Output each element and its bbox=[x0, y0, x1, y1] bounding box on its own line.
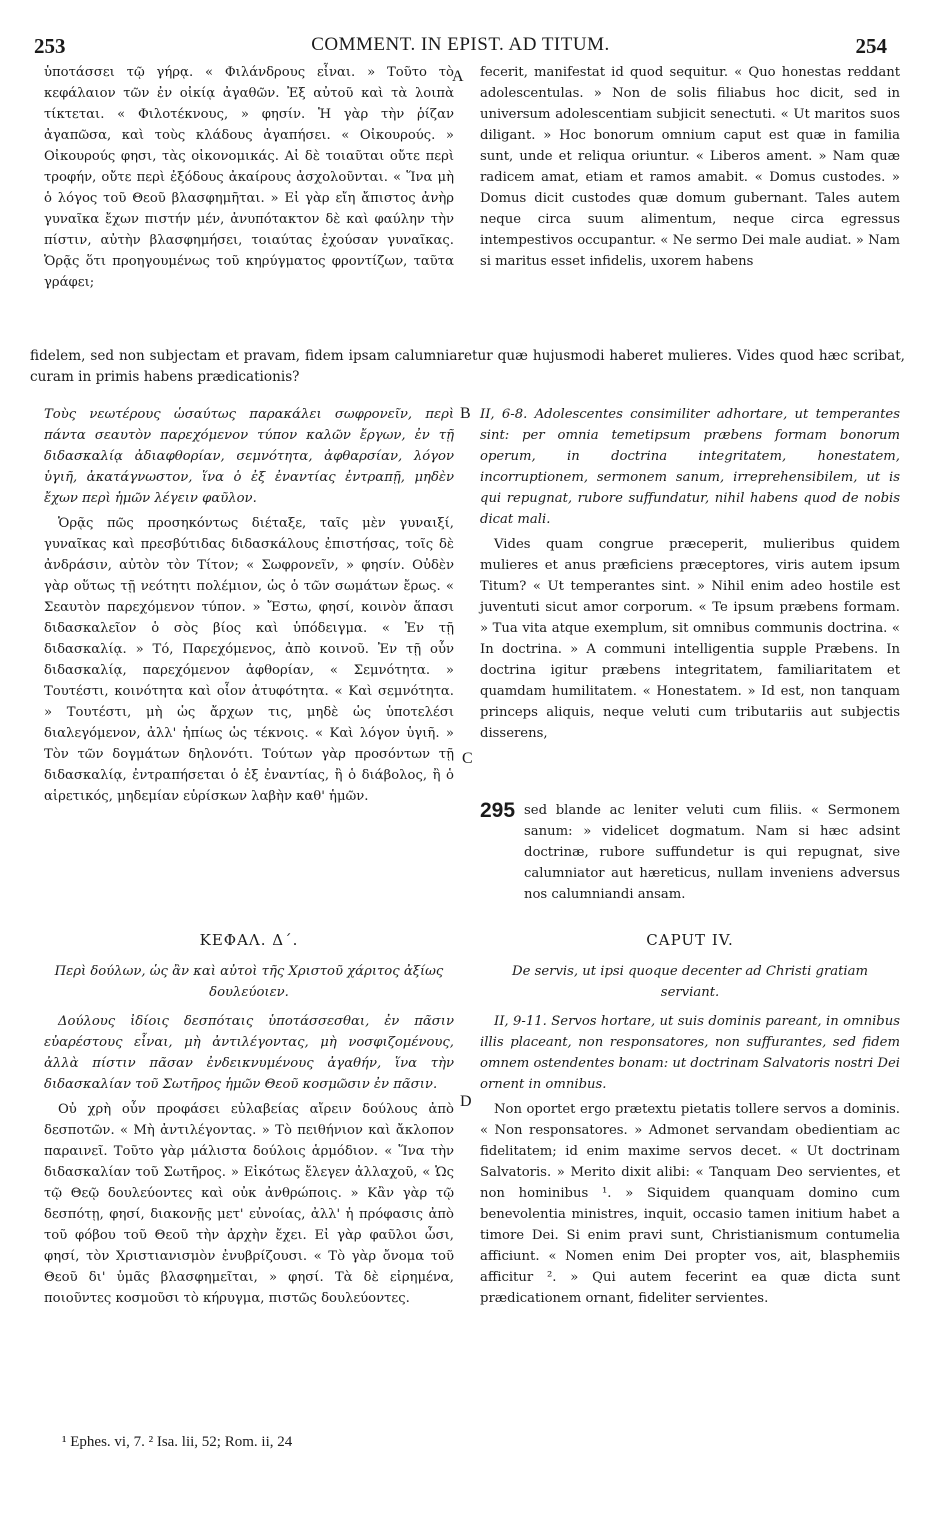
greek-column-block2 bbox=[44, 404, 454, 807]
greek-verse-ii-9-11: Δούλους ἰδίοις δεσπόταις ὑποτάσσεσθαι, ἐν πᾶσιν εὐαρέστους εἶναι, μὴ ἀντιλέγοντας, μὴ νοσφιζομένους, ἀλλὰ πίστιν πᾶσαν ἐνδεικνυμένους ἀγαθήν, ἵνα τὴν διδασκαλίαν τοῦ Σωτῆρος ἡμῶν Θεοῦ κοσμῶσιν ἐν πᾶσιν. bbox=[44, 1014, 454, 1092]
margin-marker-d: D bbox=[460, 1093, 472, 1110]
latin-column-block2-cont bbox=[524, 800, 900, 905]
right-page-number: 254 bbox=[855, 34, 887, 58]
latin-chapter-heading: CAPUT IV. bbox=[646, 931, 734, 949]
running-title: COMMENT. IN EPIST. AD TITUM. bbox=[311, 34, 610, 55]
greek-chapter-title: Περὶ δούλων, ὡς ἂν καὶ αὐτοὶ τῆς Χριστοῦ χάριτος ἀξίως δουλεύοιεν. bbox=[54, 964, 444, 1000]
column-number: 295 bbox=[480, 799, 516, 822]
greek-verse-ii-6-8: Τοὺς νεωτέρους ὡσαύτως παρακάλει σωφρονεῖν, περὶ πάντα σεαυτὸν παρεχόμενον τύπον καλῶν ἔργων, ἐν τῇ διδασκαλίᾳ ἀδιαφθορίαν, σεμνότητα, ἀφθαρσίαν, λόγον ὑγιῆ, ἀκατάγνωστον, ἵνα ὁ ἐξ ἐναντίας ἐντραπῇ, μηδὲν ἔχων περὶ ἡμῶν λέγειν φαῦλον. bbox=[44, 407, 454, 506]
latin-text-block1: fecerit, manifestat id quod sequitur. « Quo honestas reddant adolescentulas. » Non de solis filiabus hoc dicit, sed in universum adolescentiam subjicit senectuti. « Ut maritos suos diligant. » Hoc bonorum omnium caput est quæ in familia sunt, unde et reliqua oriuntur. « Liberos ament. » Nam quæ radicem amat, etiam et ramos amabit. « Domus custodes. » Domus dicit custodes quæ domum gubernant. Tales autem neque circa suum alimentum, neque circa egressus intempestivos occupantur. « Ne sermo Dei male audiat. » Nam si maritus esset infidelis, uxorem habens bbox=[480, 65, 900, 269]
spanning-paragraph: fidelem, sed non subjectam et pravam, fidem ipsam calumniaretur quæ hujusmodi haberet mulieres. Vides quod hæc scribat, curam in primis habens prædicationis? bbox=[30, 348, 905, 385]
latin-column-block2 bbox=[480, 404, 900, 744]
greek-chapter-heading: ΚΕΦΑΛ. Δ΄. bbox=[199, 931, 299, 949]
margin-marker-b: B bbox=[460, 405, 471, 422]
latin-commentary-block2-cont: sed blande ac leniter veluti cum filiis. « Sermonem sanum: » videlicet dogmatum. Nam si hæc adsint doctrinæ, rubore suffundetur is qui repugnat, sive calumniator aut hæreticus, nullam inveniens adversus nos calumniandi ansam. bbox=[524, 803, 900, 902]
greek-column-block1 bbox=[44, 62, 454, 293]
greek-commentary-chapter: Οὐ χρὴ οὖν προφάσει εὐλαβείας αἴρειν δούλους ἀπὸ δεσποτῶν. « Μὴ ἀντιλέγοντας. » Τὸ πειθήνιον καὶ ἄκλοπον παραινεῖ. Τοῦτο γὰρ μάλιστα δούλοις ἁρμόδιον. « Ἵνα τὴν διδασκαλίαν τοῦ Σωτῆρος. » Εἰκότως ἔλεγεν ἀλλαχοῦ, « Ὡς τῷ Θεῷ δουλεύοντες καὶ οὐκ ἀνθρώποις. » Κἂν γὰρ τῷ δεσπότῃ, φησί, διακονῇς μετ' εὐνοίας, ἀλλ' ἡ πρόφασις ἀπὸ τοῦ φόβου τοῦ Θεοῦ τὴν ἀρχὴν ἔχει. Εἰ γὰρ φαῦλοι ὦσι, φησί, τὸν Χριστιανισμὸν ἐνυβρίζουσι. « Τὸ γὰρ ὄνομα τοῦ Θεοῦ δι' ὑμᾶς βλασφημεῖται, » φησί. Τὰ δὲ εἰρημένα, ποιοῦντες κοσμοῦσι τὸ κήρυγμα, πιστῶς δουλεύοντες. bbox=[44, 1102, 454, 1306]
latin-commentary-block2: Vides quam congrue præceperit, mulieribus quidem mulieres et anus præficiens præceptores, viris autem ipsum Titum? « Ut temperantes sint. » Nihil enim adeo hostile est juventuti sicut amor corporum. « Te ipsum præbens formam. » Tua vita atque exemplum, sit omnibus communis doctrina. « In doctrina. » A communi intelligentia supple Præbens. In doctrina igitur præbens integritatem, familiaritatem et quamdam humilitatem. « Honestatem. » Id est, non tanquam princeps aliquis, neque veluti cum tributariis aut subjectis disserens, bbox=[480, 537, 900, 741]
latin-column-chapter bbox=[480, 930, 900, 1309]
margin-marker-c: C bbox=[462, 750, 473, 767]
greek-commentary-block2: Ὁρᾷς πῶς προσηκόντως διέταξε, ταῖς μὲν γυναιξί, γυναῖκας καὶ πρεσβύτιδας διδασκάλους ἐπιστήσας, τοῖς δὲ ἀνδράσιν, αὐτὸν τὸν Τίτον; « Σωφρονεῖν, » φησίν. Οὐδὲν γὰρ οὕτως τῇ νεότητι πολέμιον, ὡς ὁ τῶν σωμάτων ἔρως. « Σεαυτὸν παρεχόμενον τύπον. » Ἔστω, φησί, κοινὸν ἅπασι διδασκαλεῖον ὁ σὸς βίος καὶ ὑπόδειγμα. « Ἐν τῇ διδασκαλίᾳ. » Τό, Παρεχόμενος, ἀπὸ κοινοῦ. Ἐν τῇ οὖν διδασκαλίᾳ, παρεχόμενον ἀφθορίαν, « Σεμνότητα. » Τουτέστι, κοινότητα καὶ οἷον ἀτυφότητα. « Καὶ σεμνότητα. » Τουτέστι, μὴ ὡς ἄρχων τις, μηδὲ ὡς ὑποτελέσι διαλεγόμενον, ἀλλ' ἠπίως ὡς τέκνοις. « Καὶ λόγον ὑγιῆ. » Τὸν τῶν δογμάτων δηλονότι. Τούτων γὰρ προσόντων τῇ διδασκαλίᾳ, ἐντραπήσεται ὁ ἐξ ἐναντίας, ἢ ὁ διάβολος, ἢ ὁ αἱρετικός, μηδεμίαν εὑρίσκων λαβὴν καθ' ἡμῶν. bbox=[44, 516, 454, 804]
latin-chapter-title: De servis, ut ipsi quoque decenter ad Christi gratiam serviant. bbox=[512, 964, 868, 1000]
latin-verse-ii-9-11: II, 9-11. Servos hortare, ut suis dominis pareant, in omnibus illis placeant, non responsatores, non suffurantes, sed fidem omnem ostendentes bonam: ut doctrinam Salvatoris nostri Dei ornent in omnibus. bbox=[480, 1014, 901, 1092]
greek-text-block1: ὑποτάσσει τῷ γήρᾳ. « Φιλάνδρους εἶναι. » Τοῦτο τὸ κεφάλαιον τῶν ἐν οἰκίᾳ ἀγαθῶν. Ἐξ αὐτοῦ καὶ τὰ λοιπὰ τίκτεται. « Φιλοτέκνους, » φησίν. Ἡ γὰρ τὴν ῥίζαν ἀγαπῶσα, καὶ τοὺς κλάδους ἀγαπήσει. « Οἰκουρούς. » Οἰκουρούς φησι, τὰς οἰκονομικάς. Αἱ δὲ τοιαῦται οὔτε περὶ τροφήν, οὔτε περὶ ἐξόδους ἀκαίρους ἀσχολοῦνται. « Ἵνα μὴ ὁ λόγος τοῦ Θεοῦ βλασφημῆται. » Εἰ γὰρ εἴη ἄπιστος ἀνὴρ γυναῖκα ἔχων πιστήν μέν, ἀνυπότακτον δὲ καὶ φαύλην τὴν πίστιν, αὐτὴν βλασφημήσει, τοιαύτας ἐχούσαν γυναῖκας. Ὁρᾷς ὅτι προηγουμένως τοῦ κηρύγματος φροντίζων, ταῦτα γράφει; bbox=[44, 65, 454, 290]
page-header bbox=[34, 34, 887, 62]
latin-column-block1 bbox=[480, 62, 900, 272]
footnotes: ¹ Ephes. vi, 7. ² Isa. lii, 52; Rom. ii, 24 bbox=[62, 1434, 293, 1450]
latin-verse-ii-6-8: II, 6-8. Adolescentes consimiliter adhortare, ut temperantes sint: per omnia temetipsum præbens formam bonorum operum, in doctrina integritatem, honestatem, incorruptionem, sermonem sanum, irreprehensibilem, ut is qui repugnat, rubore suffundatur, nihil habens quod de nobis dicat mali. bbox=[480, 407, 900, 527]
latin-commentary-chapter: Non oportet ergo prætextu pietatis tollere servos a dominis. « Non responsatores. » Admonet servandam obedientiam ac fidelitatem; id enim maxime servos decet. « Ut doctrinam Salvatoris. » Merito dixit alibi: « Tanquam Deo servientes, et non hominibus ¹. » Siquidem quanquam domino cum benevolentia ministres, inquit, occasio tamen initium habet a timore Dei. Si enim pravi sunt, Christianismum contumelia afficiunt. « Nomen enim Dei propter vos, ait, blasphemiis afficitur ². » Qui autem fecerint ea quæ dicta sunt prædicationem ornant, fideliter servientes. bbox=[480, 1102, 900, 1306]
spanning-text bbox=[30, 346, 905, 388]
margin-marker-a: A bbox=[452, 68, 464, 85]
left-page-number: 253 bbox=[34, 34, 66, 58]
greek-column-chapter bbox=[44, 930, 454, 1309]
